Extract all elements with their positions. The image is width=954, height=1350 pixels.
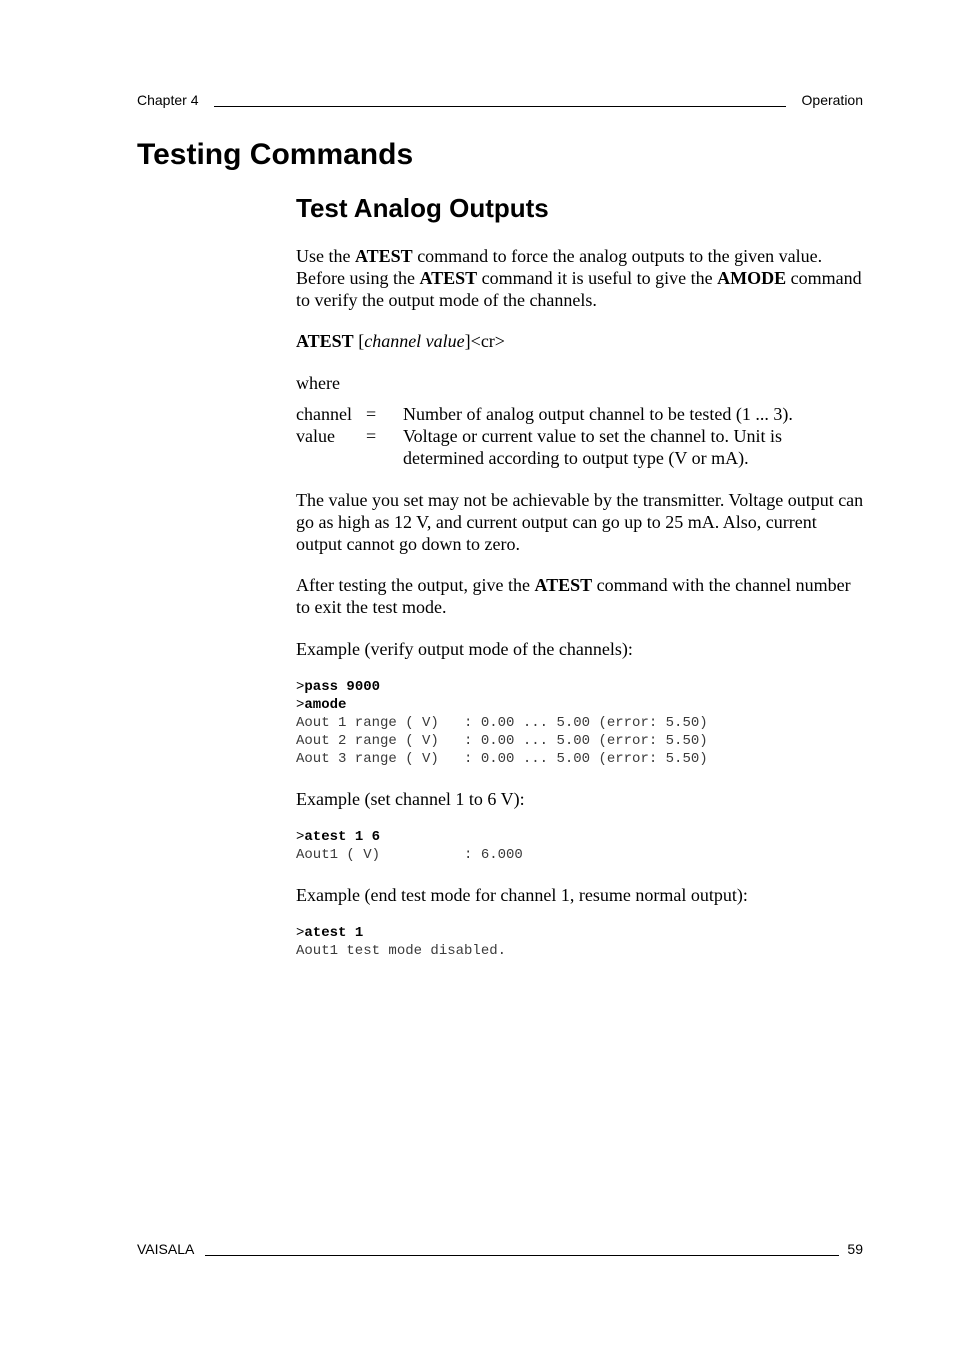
- prompt-symbol: >: [296, 697, 305, 713]
- limits-paragraph: [296, 489, 866, 555]
- exit-text-1: After testing the output, give the: [296, 575, 535, 595]
- syntax-params: channel value: [364, 331, 465, 351]
- subsection-title: Test Analog Outputs: [296, 193, 549, 223]
- intro-cmd-atest-2: ATEST: [419, 268, 478, 288]
- definition-description: Voltage or current value to set the channel to. Unit is determined according to output type (V or mA).: [403, 426, 783, 468]
- command-syntax: [296, 330, 866, 352]
- example3-caption-text: Example (end test mode for channel 1, resume normal output):: [296, 885, 748, 905]
- page-footer: [137, 1239, 863, 1259]
- example1-code-block: [296, 678, 708, 768]
- prompt-symbol: >: [296, 679, 305, 695]
- intro-text-2: command to force the analog outputs to the given value. Before using the: [296, 246, 823, 288]
- syntax-open: [: [353, 331, 365, 351]
- code-line: [296, 696, 708, 714]
- header-chapter: Chapter 4: [137, 90, 202, 110]
- where-label: [296, 372, 866, 394]
- header-section: Operation: [798, 90, 863, 110]
- page-header: [137, 90, 863, 110]
- code-output-line: Aout 3 range ( V) : 0.00 ... 5.00 (error: 5.50): [296, 751, 708, 767]
- example1-caption: [296, 638, 866, 660]
- example2-caption-text: Example (set channel 1 to 6 V):: [296, 789, 525, 809]
- intro-cmd-amode: AMODE: [717, 268, 787, 288]
- example2-code-block: [296, 828, 523, 864]
- code-line: [296, 678, 708, 696]
- definition-equals: =: [366, 404, 377, 424]
- intro-paragraph: [296, 245, 866, 311]
- intro-text-3: command it is useful to give the: [477, 268, 718, 288]
- prompt-symbol: >: [296, 925, 305, 941]
- parameter-definitions: [296, 403, 866, 469]
- footer-page-number: 59: [843, 1239, 863, 1259]
- definition-equals: =: [366, 426, 377, 446]
- code-line: [296, 924, 506, 942]
- example1-caption-text: Example (verify output mode of the channels):: [296, 639, 633, 659]
- prompt-symbol: >: [296, 829, 305, 845]
- intro-text-4: command to verify the output mode of the channels.: [296, 268, 862, 310]
- code-output-line: Aout 1 range ( V) : 0.00 ... 5.00 (error: 5.50): [296, 715, 708, 731]
- definition-term: channel: [296, 404, 352, 424]
- definition-row: [296, 425, 866, 469]
- code-command: pass 9000: [304, 679, 381, 695]
- intro-text-1: Use the: [296, 246, 355, 266]
- intro-cmd-atest: ATEST: [354, 246, 413, 266]
- code-output-line: Aout 2 range ( V) : 0.00 ... 5.00 (error: 5.50): [296, 733, 708, 749]
- exit-cmd-atest: ATEST: [534, 575, 593, 595]
- definition-description: Number of analog output channel to be tested (1 ... 3).: [403, 404, 793, 424]
- exit-paragraph: [296, 574, 866, 618]
- code-command: amode: [304, 697, 347, 713]
- code-line: [296, 828, 523, 846]
- example3-caption: [296, 884, 866, 906]
- syntax-close: ]<cr>: [464, 331, 505, 351]
- footer-company: VAISALA: [137, 1239, 198, 1259]
- limits-text: The value you set may not be achievable by the transmitter. Voltage output can go as high as 12 V, and current output can go up to 25 mA. Also, current output cannot go down to zero.: [296, 490, 864, 554]
- code-output-line: Aout1 test mode disabled.: [296, 943, 507, 959]
- example2-caption: [296, 788, 866, 810]
- example3-code-block: [296, 924, 506, 960]
- chapter-section-title: Testing Commands: [137, 138, 414, 171]
- definition-term: value: [296, 426, 335, 446]
- syntax-command: ATEST: [296, 331, 354, 351]
- where-text: where: [296, 373, 340, 393]
- code-output-line: Aout1 ( V) : 6.000: [296, 847, 523, 863]
- code-command: atest 1: [304, 925, 364, 941]
- definition-row: [296, 403, 866, 425]
- exit-text-2: command with the channel number to exit the test mode.: [296, 575, 851, 617]
- code-command: atest 1 6: [304, 829, 381, 845]
